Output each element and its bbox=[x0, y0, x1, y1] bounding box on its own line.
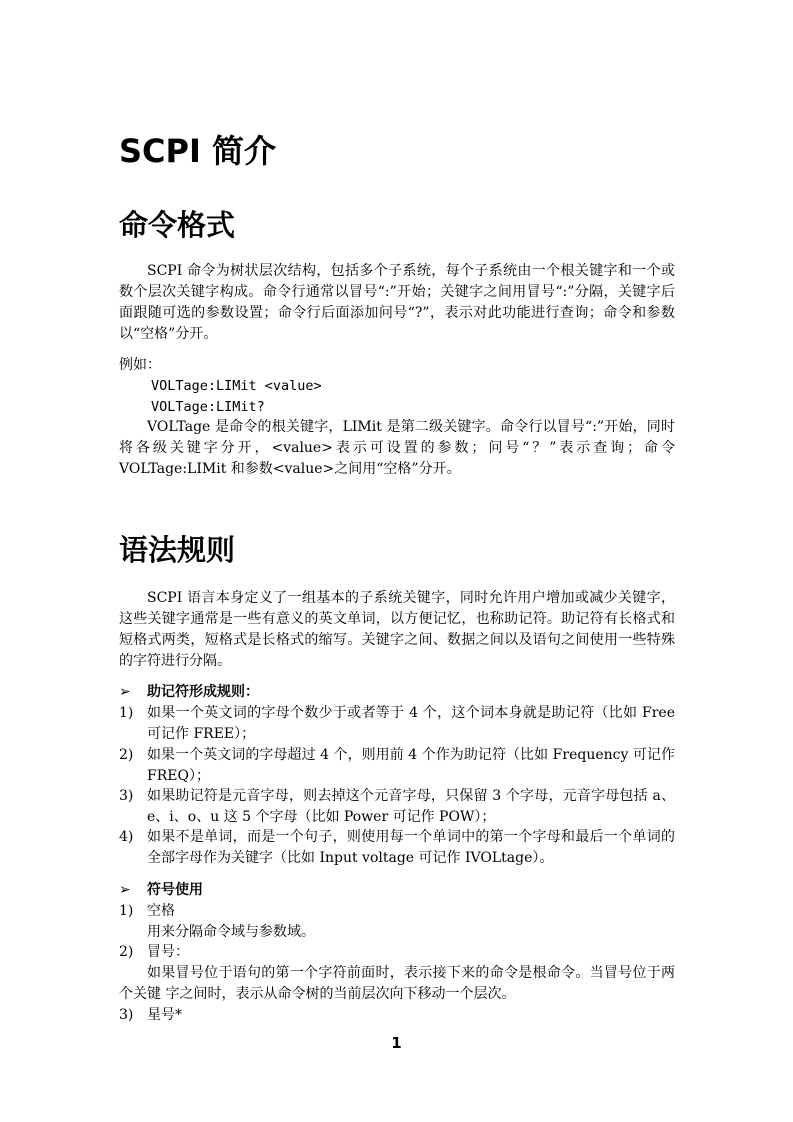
command-format-paragraph: SCPI 命令为树状层次结构，包括多个子系统，每个子系统由一个根关键字和一个或数个层次关键字构成。命令行通常以冒号“:”开始；关键字之间用冒号“:”分隔，关键字后面跟随可选的参数设置；命令行后面添加问号“?”，表示对此功能进行查询；命令和参数以“空格”分开。 bbox=[119, 263, 675, 342]
symbols-heading bbox=[119, 880, 203, 901]
list-item-number: 4) bbox=[119, 829, 134, 845]
list-item-text: 空格 bbox=[147, 903, 175, 919]
example-explanation: VOLTage 是命令的根关键字，LIMit 是第二级关键字。命令行以冒号“:”开始，同时将各级关键字分开，<value>表示可设置的参数；问号“？”表示查询；命令 VOLTage:LIMit 和参数<value>之间用“空格”分开。 bbox=[119, 419, 675, 477]
list-item-text: 如果一个英文词的字母超过 4 个，则用前 4 个作为助记符（比如 Frequency 可记作 FREQ）； bbox=[147, 747, 675, 784]
section-heading-syntax-rules: 语法规则 bbox=[119, 533, 236, 567]
symbol-colon-description: 如果冒号位于语句的第一个字符前面时，表示接下来的命令是根命令。当冒号位于两个关键 字之间时，表示从命令树的当前层次向下移动一个层次。 bbox=[119, 965, 675, 1002]
symbols-heading-text: 符号使用 bbox=[147, 882, 203, 898]
symbol-space-description: 用来分隔命令域与参数域。 bbox=[147, 924, 315, 940]
syntax-rules-paragraph: SCPI 语言本身定义了一组基本的子系统关键字，同时允许用户增加或减少关键字，这些关键字通常是一些有意义的英文单词，以方便记忆，也称助记符。助记符有长格式和短格式两类，短格式是长格式的缩写。关键字之间、数据之间以及语句之间使用一些特殊的字符进行分隔。 bbox=[119, 590, 675, 669]
list-item bbox=[119, 745, 675, 787]
list-item-number: 3) bbox=[119, 1007, 134, 1023]
list-item-text: 如果不是单词，而是一个句子，则使用每一个单词中的第一个字母和最后一个单词的全部字母作为关键字（比如 Input voltage 可记作 IVOLtage）。 bbox=[147, 829, 675, 866]
mnemonic-rules-heading bbox=[119, 682, 259, 703]
list-item bbox=[119, 786, 675, 828]
symbol-item-colon bbox=[119, 942, 675, 963]
arrow-bullet-icon: ➢ bbox=[119, 882, 131, 898]
list-item-number: 1) bbox=[119, 903, 134, 919]
list-item-text: 冒号： bbox=[147, 944, 189, 960]
arrow-bullet-icon: ➢ bbox=[119, 684, 131, 700]
list-item-number: 3) bbox=[119, 788, 134, 804]
mnemonic-rules-heading-text: 助记符形成规则： bbox=[147, 684, 259, 700]
list-item-number: 2) bbox=[119, 944, 134, 960]
example-command-2: VOLTage:LIMit? bbox=[151, 399, 265, 415]
list-item-number: 1) bbox=[119, 705, 134, 721]
list-item-text: 如果一个英文词的字母个数少于或者等于 4 个，这个词本身就是助记符（比如 Free 可记作 FREE）； bbox=[147, 705, 675, 742]
list-item-number: 2) bbox=[119, 747, 134, 763]
symbol-item-asterisk bbox=[119, 1005, 675, 1026]
example-command-1: VOLTage:LIMit <value> bbox=[151, 378, 322, 394]
list-item bbox=[119, 827, 675, 869]
list-item bbox=[119, 703, 675, 745]
list-item-text: 如果助记符是元音字母，则去掉这个元音字母，只保留 3 个字母，元音字母包括 a、e、i、o、u 这 5 个字母（比如 Power 可记作 POW）； bbox=[147, 788, 675, 825]
example-label: 例如： bbox=[119, 357, 161, 373]
section-heading-command-format: 命令格式 bbox=[119, 208, 236, 242]
list-item-text: 星号* bbox=[147, 1007, 182, 1023]
document-title: SCPI 简介 bbox=[119, 132, 277, 170]
symbol-item-space bbox=[119, 901, 675, 922]
page-number: 1 bbox=[391, 1034, 402, 1052]
